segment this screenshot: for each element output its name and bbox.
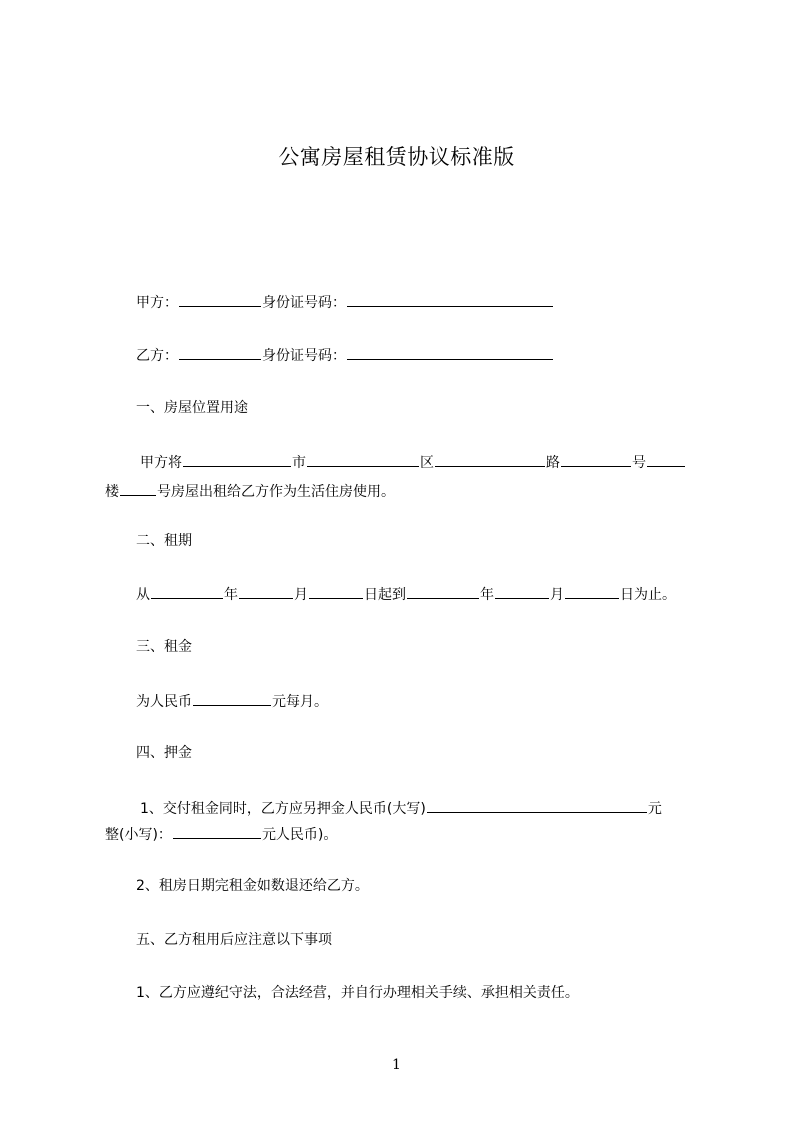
party-a-id-label: 身份证号码：: [262, 295, 346, 311]
city-label: 市: [292, 455, 306, 471]
section1-heading: 一、房屋位置用途: [136, 400, 248, 416]
deposit-uppercase-blank[interactable]: [427, 797, 647, 813]
section5-item1: 1、乙方应遵纪守法，合法经营，并自行办理相关手续、承担相关责任。: [136, 985, 579, 1001]
number-blank[interactable]: [561, 451, 631, 467]
deposit-prefix: 1、交付租金同时，乙方应另押金人民币(大写): [140, 801, 426, 817]
deposit-lowercase-label: 整(小写)：: [105, 827, 172, 843]
number-label: 号: [632, 455, 646, 471]
section1-line1: [140, 451, 686, 473]
section1-line2: [105, 480, 395, 502]
section5-heading: 五、乙方租用后应注意以下事项: [136, 932, 332, 948]
road-blank[interactable]: [435, 451, 545, 467]
party-b-id-label: 身份证号码：: [262, 348, 346, 364]
start-year-blank[interactable]: [151, 583, 223, 599]
party-a-name-blank[interactable]: [179, 291, 261, 307]
party-b-name-blank[interactable]: [179, 344, 261, 360]
end-day-blank[interactable]: [565, 583, 619, 599]
section2-line: [136, 583, 676, 605]
section2-heading: 二、租期: [136, 533, 192, 549]
party-a-label: 甲方：: [136, 295, 178, 311]
party-a-line: [136, 291, 554, 313]
party-a-id-blank[interactable]: [347, 291, 553, 307]
room-text: 号房屋出租给乙方作为生活住房使用。: [157, 484, 395, 500]
deposit-line1: [140, 797, 662, 819]
rent-suffix: 元每月。: [272, 694, 328, 710]
deposit-yuan-label: 元: [647, 801, 662, 817]
party-b-id-blank[interactable]: [347, 344, 553, 360]
end-month-blank[interactable]: [495, 583, 549, 599]
start-month-label: 月: [294, 587, 308, 603]
deposit-lowercase-blank[interactable]: [173, 823, 261, 839]
party-b-label: 乙方：: [136, 348, 178, 364]
city-blank[interactable]: [183, 451, 291, 467]
section4-heading: 四、押金: [136, 745, 192, 761]
section3-line: [136, 690, 328, 712]
start-year-label: 年: [224, 587, 238, 603]
building-number-blank[interactable]: [647, 451, 685, 467]
from-label: 从: [136, 587, 150, 603]
building-label: 楼: [105, 484, 119, 500]
district-label: 区: [420, 455, 434, 471]
start-month-blank[interactable]: [239, 583, 293, 599]
rent-amount-blank[interactable]: [193, 690, 271, 706]
room-number-blank[interactable]: [120, 480, 156, 496]
end-month-label: 月: [550, 587, 564, 603]
district-blank[interactable]: [307, 451, 419, 467]
end-year-label: 年: [480, 587, 494, 603]
page-number: 1: [392, 1057, 401, 1073]
start-day-blank[interactable]: [309, 583, 363, 599]
road-label: 路: [546, 455, 560, 471]
deposit-line2: [105, 823, 337, 845]
section3-heading: 三、租金: [136, 639, 192, 655]
end-day-label: 日为止。: [620, 587, 676, 603]
document-title: 公寓房屋租赁协议标准版: [278, 145, 515, 169]
end-year-blank[interactable]: [407, 583, 479, 599]
section1-prefix: 甲方将: [140, 455, 182, 471]
party-b-line: [136, 344, 554, 366]
deposit-lowercase-suffix: 元人民币)。: [261, 827, 338, 843]
rent-prefix: 为人民币: [136, 694, 192, 710]
start-day-label: 日起到: [364, 587, 406, 603]
deposit-item2: 2、租房日期完租金如数退还给乙方。: [136, 878, 369, 894]
